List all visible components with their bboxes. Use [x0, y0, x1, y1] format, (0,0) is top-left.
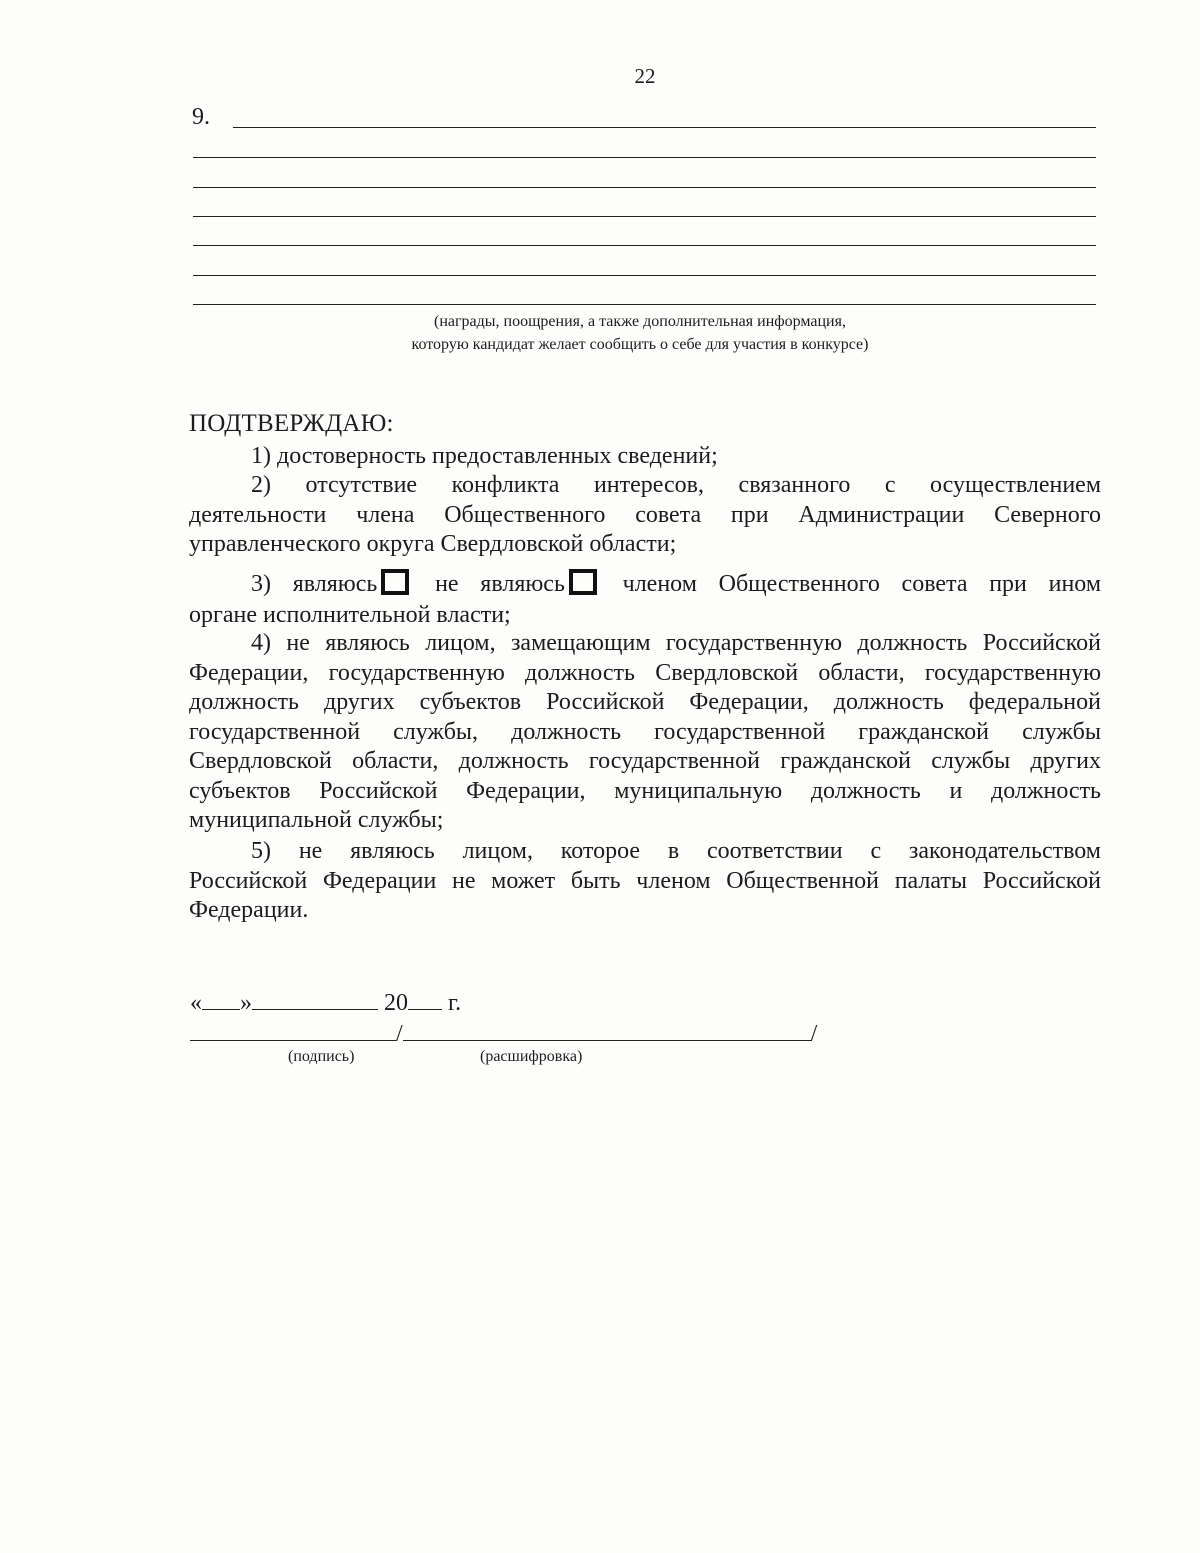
day-blank[interactable]: [202, 991, 240, 1010]
signature-label: (подпись): [288, 1048, 355, 1065]
fill-line[interactable]: [193, 275, 1096, 276]
confirm-item-3: [189, 567, 1101, 631]
item-number: 9.: [192, 104, 210, 130]
is-member-checkbox[interactable]: [381, 569, 409, 595]
page-number: 22: [634, 64, 656, 88]
fill-line[interactable]: [193, 187, 1096, 188]
fill-line-caption: [290, 310, 990, 356]
item-text: не являюсь: [435, 571, 565, 597]
signature-field: [190, 1018, 817, 1048]
month-blank[interactable]: [252, 991, 378, 1010]
not-member-checkbox[interactable]: [569, 569, 597, 595]
item-text: субъектов Российской Федерации, муниципальную должность и должность: [189, 777, 1101, 804]
fill-line[interactable]: [193, 304, 1096, 305]
confirm-heading: ПОДТВЕРЖДАЮ:: [189, 410, 394, 437]
fill-line[interactable]: [233, 127, 1096, 128]
item-text: Свердловской области, должность государственной гражданской службы других: [189, 748, 1101, 774]
decode-label: (расшифровка): [480, 1048, 583, 1065]
date-field: [190, 990, 461, 1017]
date-open-quote: «: [190, 990, 202, 1016]
fill-line[interactable]: [193, 157, 1096, 158]
item-text: 4) не являюсь лицом, замещающим государственную должность Российской: [251, 630, 1101, 656]
confirm-item-2: [189, 471, 1101, 560]
caption-line: которую кандидат желает сообщить о себе для участия в конкурсе): [411, 336, 869, 353]
item-text: Российской Федерации не может быть членом Общественной палаты Российской: [189, 867, 1101, 894]
fill-line[interactable]: [193, 216, 1096, 217]
fill-line[interactable]: [193, 245, 1096, 246]
confirm-item-1: [189, 442, 1101, 472]
item-text: Федерации, государственную должность Свердловской области, государственную: [189, 659, 1101, 686]
caption-line: (награды, поощрения, а также дополнительная информация,: [434, 313, 846, 330]
item-text: деятельности члена Общественного совета при Администрации Северного: [189, 501, 1101, 528]
item-text: муниципальной службы;: [189, 807, 444, 833]
item-text: должность других субъектов Российской Федерации, должность федеральной: [189, 689, 1101, 715]
year-blank[interactable]: [408, 991, 442, 1010]
item-text: 5) не являюсь лицом, которое в соответствии с законодательством: [251, 838, 1101, 864]
year-suffix: г.: [448, 990, 462, 1016]
item-text: 3) являюсь: [251, 571, 378, 597]
year-prefix: 20: [384, 990, 408, 1016]
signature-blank[interactable]: [190, 1018, 396, 1041]
item-text: 1) достоверность предоставленных сведений;: [251, 443, 718, 469]
item-text: государственной службы, должность государственной гражданской службы: [189, 718, 1101, 745]
item-text: членом Общественного совета при ином: [622, 571, 1102, 597]
item-text: органе исполнительной власти;: [189, 602, 511, 628]
confirm-item-4: [189, 629, 1101, 836]
item-text: Федерации.: [189, 897, 309, 923]
signature-end: /: [810, 1021, 818, 1047]
item-text: 2) отсутствие конфликта интересов, связанного с осуществлением: [251, 472, 1101, 498]
signature-separator: /: [396, 1021, 403, 1047]
confirm-item-5: [189, 837, 1101, 926]
date-close-quote: »: [240, 990, 252, 1016]
name-decode-blank[interactable]: [403, 1018, 811, 1041]
item-text: управленческого округа Свердловской области;: [189, 531, 677, 557]
